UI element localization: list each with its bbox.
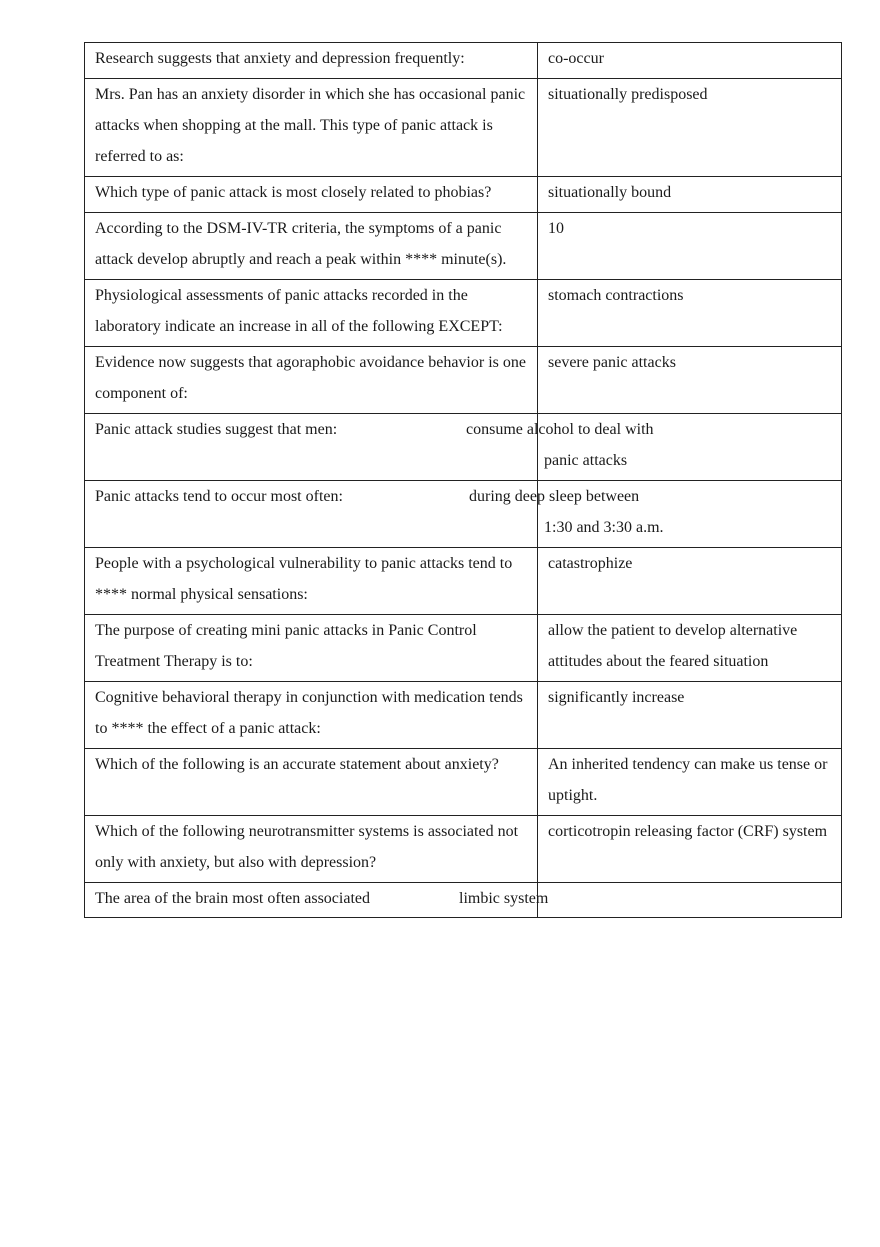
answer-overflow [459, 883, 548, 914]
answer-cell: situationally bound [538, 177, 842, 213]
answer-cell [538, 414, 842, 481]
question-cell: Mrs. Pan has an anxiety disorder in which she has occasional panic attacks when shopping at the mall. This type of panic attack is referred to as: [85, 79, 538, 177]
answer-cell: severe panic attacks [538, 347, 842, 414]
answer-cell: corticotropin releasing factor (CRF) system [538, 816, 842, 883]
question-cell: Physiological assessments of panic attacks recorded in the laboratory indicate an increase in all of the following EXCEPT: [85, 280, 538, 347]
answer-cell [538, 481, 842, 548]
table-row [85, 347, 842, 414]
question-cell: Cognitive behavioral therapy in conjunction with medication tends to **** the effect of a panic attack: [85, 682, 538, 749]
answer-cell: allow the patient to develop alternative attitudes about the feared situation [538, 615, 842, 682]
answer-cell: 10 [538, 213, 842, 280]
answer-line: panic attacks [544, 452, 628, 469]
question-cell: Which of the following is an accurate statement about anxiety? [85, 749, 538, 816]
question-cell: The purpose of creating mini panic attacks in Panic Control Treatment Therapy is to: [85, 615, 538, 682]
question-cell [85, 883, 549, 918]
answer-line: limbic system [459, 890, 549, 907]
table-row [85, 883, 842, 918]
table-row [85, 615, 842, 682]
table-row [85, 481, 842, 548]
answer-cell: stomach contractions [538, 280, 842, 347]
table-row [85, 79, 842, 177]
table-row [85, 682, 842, 749]
question-text: Panic attack studies suggest that men: [95, 421, 338, 438]
table-row [85, 177, 842, 213]
question-cell: According to the DSM-IV-TR criteria, the symptoms of a panic attack develop abruptly and reach a peak within **** minute(s). [85, 213, 538, 280]
question-text: Panic attacks tend to occur most often: [95, 488, 343, 505]
answer-cell: catastrophize [538, 548, 842, 615]
question-text: The area of the brain most often associated [95, 890, 370, 907]
table-row [85, 548, 842, 615]
answer-cell [538, 883, 842, 918]
answer-cell: An inherited tendency can make us tense or uptight. [538, 749, 842, 816]
question-cell [85, 481, 664, 548]
table-row [85, 280, 842, 347]
question-cell: Which of the following neurotransmitter systems is associated not only with anxiety, but also with depression? [85, 816, 538, 883]
question-cell: People with a psychological vulnerability to panic attacks tend to **** normal physical sensations: [85, 548, 538, 615]
answer-line: consume alcohol to deal with [466, 421, 654, 438]
table-row [85, 43, 842, 79]
answer-cell: co-occur [538, 43, 842, 79]
answer-line: 1:30 and 3:30 a.m. [544, 519, 664, 536]
qa-table [84, 42, 842, 918]
table-row [85, 213, 842, 280]
question-cell: Evidence now suggests that agoraphobic avoidance behavior is one component of: [85, 347, 538, 414]
question-cell: Which type of panic attack is most closely related to phobias? [85, 177, 538, 213]
answer-cell: situationally predisposed [538, 79, 842, 177]
answer-cell: significantly increase [538, 682, 842, 749]
table-row [85, 816, 842, 883]
table-row [85, 749, 842, 816]
table-row [85, 414, 842, 481]
question-cell [85, 414, 654, 481]
question-cell: Research suggests that anxiety and depression frequently: [85, 43, 538, 79]
answer-line: during deep sleep between [469, 488, 640, 505]
